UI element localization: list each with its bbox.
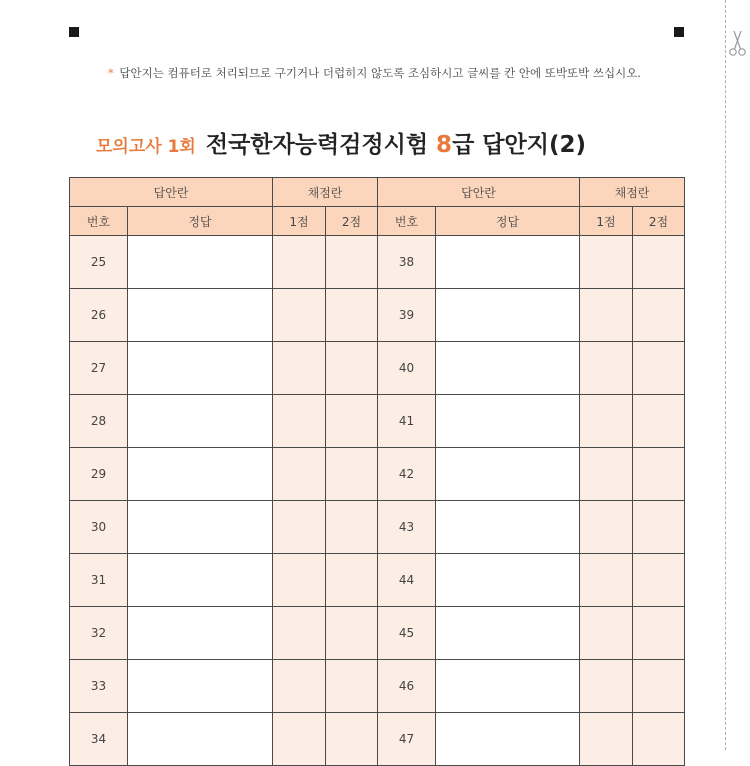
col-number-left: 번호 (70, 207, 128, 236)
question-number-right: 38 (378, 236, 436, 289)
answer-cell-left[interactable] (128, 448, 273, 501)
score-2pt-cell-left (326, 289, 378, 342)
score-1pt-cell-right (580, 713, 633, 766)
answer-cell-right[interactable] (436, 501, 580, 554)
answer-cell-left[interactable] (128, 713, 273, 766)
answer-cell-right[interactable] (436, 342, 580, 395)
question-number-right: 42 (378, 448, 436, 501)
score-2pt-cell-right (633, 395, 685, 448)
score-2pt-cell-left (326, 501, 378, 554)
score-2pt-cell-right (633, 289, 685, 342)
group-answer-left: 답안란 (70, 178, 273, 207)
question-number-left: 27 (70, 342, 128, 395)
score-1pt-cell-right (580, 289, 633, 342)
score-1pt-cell-left (273, 607, 326, 660)
col-score1-right: 1점 (580, 207, 633, 236)
question-number-left: 31 (70, 554, 128, 607)
question-number-right: 45 (378, 607, 436, 660)
table-row (70, 236, 685, 289)
score-2pt-cell-right (633, 342, 685, 395)
instruction-notice (108, 64, 668, 83)
title-grade-number: 8 (436, 132, 453, 158)
registration-mark-left (69, 27, 79, 37)
score-2pt-cell-right (633, 448, 685, 501)
answer-cell-left[interactable] (128, 236, 273, 289)
registration-mark-right (674, 27, 684, 37)
score-1pt-cell-right (580, 342, 633, 395)
table-row (70, 289, 685, 342)
table-row (70, 660, 685, 713)
notice-mark: * (108, 66, 114, 80)
answer-cell-left[interactable] (128, 554, 273, 607)
question-number-right: 44 (378, 554, 436, 607)
score-1pt-cell-left (273, 236, 326, 289)
score-2pt-cell-right (633, 713, 685, 766)
mock-exam-label: 모의고사 1회 (96, 137, 196, 157)
score-2pt-cell-left (326, 713, 378, 766)
answer-cell-right[interactable] (436, 607, 580, 660)
answer-cell-right[interactable] (436, 236, 580, 289)
score-2pt-cell-left (326, 660, 378, 713)
question-number-right: 47 (378, 713, 436, 766)
cut-line (725, 0, 726, 750)
score-2pt-cell-left (326, 342, 378, 395)
score-1pt-cell-left (273, 342, 326, 395)
question-number-right: 41 (378, 395, 436, 448)
answer-cell-right[interactable] (436, 289, 580, 342)
col-number-right: 번호 (378, 207, 436, 236)
score-2pt-cell-right (633, 554, 685, 607)
col-score1-left: 1점 (273, 207, 326, 236)
question-number-left: 30 (70, 501, 128, 554)
score-1pt-cell-left (273, 448, 326, 501)
score-2pt-cell-right (633, 236, 685, 289)
answer-cell-left[interactable] (128, 395, 273, 448)
answer-cell-left[interactable] (128, 342, 273, 395)
table-row (70, 448, 685, 501)
table-row (70, 395, 685, 448)
table-row (70, 554, 685, 607)
table-row (70, 607, 685, 660)
score-1pt-cell-right (580, 395, 633, 448)
question-number-left: 28 (70, 395, 128, 448)
answer-cell-right[interactable] (436, 660, 580, 713)
question-number-left: 26 (70, 289, 128, 342)
table-row (70, 501, 685, 554)
question-number-left: 33 (70, 660, 128, 713)
question-number-right: 43 (378, 501, 436, 554)
answer-cell-right[interactable] (436, 713, 580, 766)
table-row (70, 713, 685, 766)
question-number-left: 25 (70, 236, 128, 289)
group-answer-right: 답안란 (378, 178, 580, 207)
score-2pt-cell-left (326, 448, 378, 501)
column-header-row (70, 207, 685, 236)
score-1pt-cell-left (273, 501, 326, 554)
question-number-left: 32 (70, 607, 128, 660)
answer-cell-left[interactable] (128, 501, 273, 554)
question-number-right: 40 (378, 342, 436, 395)
table-row (70, 342, 685, 395)
answer-rows (70, 236, 685, 766)
score-2pt-cell-left (326, 554, 378, 607)
question-number-right: 46 (378, 660, 436, 713)
score-1pt-cell-left (273, 713, 326, 766)
score-1pt-cell-left (273, 660, 326, 713)
score-1pt-cell-left (273, 395, 326, 448)
score-2pt-cell-left (326, 395, 378, 448)
score-1pt-cell-right (580, 501, 633, 554)
score-1pt-cell-right (580, 236, 633, 289)
col-score2-left: 2점 (326, 207, 378, 236)
score-1pt-cell-right (580, 448, 633, 501)
score-1pt-cell-right (580, 660, 633, 713)
score-2pt-cell-right (633, 607, 685, 660)
score-2pt-cell-left (326, 607, 378, 660)
title-main: 전국한자능력검정시험 (205, 132, 437, 158)
score-1pt-cell-left (273, 554, 326, 607)
col-answer-left: 정답 (128, 207, 273, 236)
score-1pt-cell-left (273, 289, 326, 342)
score-1pt-cell-right (580, 607, 633, 660)
page-title (96, 126, 586, 159)
answer-cell-right[interactable] (436, 395, 580, 448)
answer-cell-left[interactable] (128, 607, 273, 660)
answer-cell-left[interactable] (128, 289, 273, 342)
question-number-left: 34 (70, 713, 128, 766)
answer-cell-right[interactable] (436, 448, 580, 501)
answer-sheet-table (69, 177, 685, 766)
notice-text: 답안지는 컴퓨터로 처리되므로 구기거나 더럽히지 않도록 조심하시고 글씨를 칸 안에 또박또박 쓰십시오. (119, 66, 641, 80)
group-score-left: 채점란 (273, 178, 378, 207)
answer-cell-left[interactable] (128, 660, 273, 713)
group-score-right: 채점란 (580, 178, 685, 207)
col-score2-right: 2점 (633, 207, 685, 236)
score-2pt-cell-left (326, 236, 378, 289)
title-suffix: 급 답안지(2) (452, 132, 586, 158)
score-2pt-cell-right (633, 660, 685, 713)
score-1pt-cell-right (580, 554, 633, 607)
group-header-row (70, 178, 685, 207)
answer-cell-right[interactable] (436, 554, 580, 607)
question-number-left: 29 (70, 448, 128, 501)
col-answer-right: 정답 (436, 207, 580, 236)
question-number-right: 39 (378, 289, 436, 342)
scissors-icon (728, 28, 748, 58)
score-2pt-cell-right (633, 501, 685, 554)
